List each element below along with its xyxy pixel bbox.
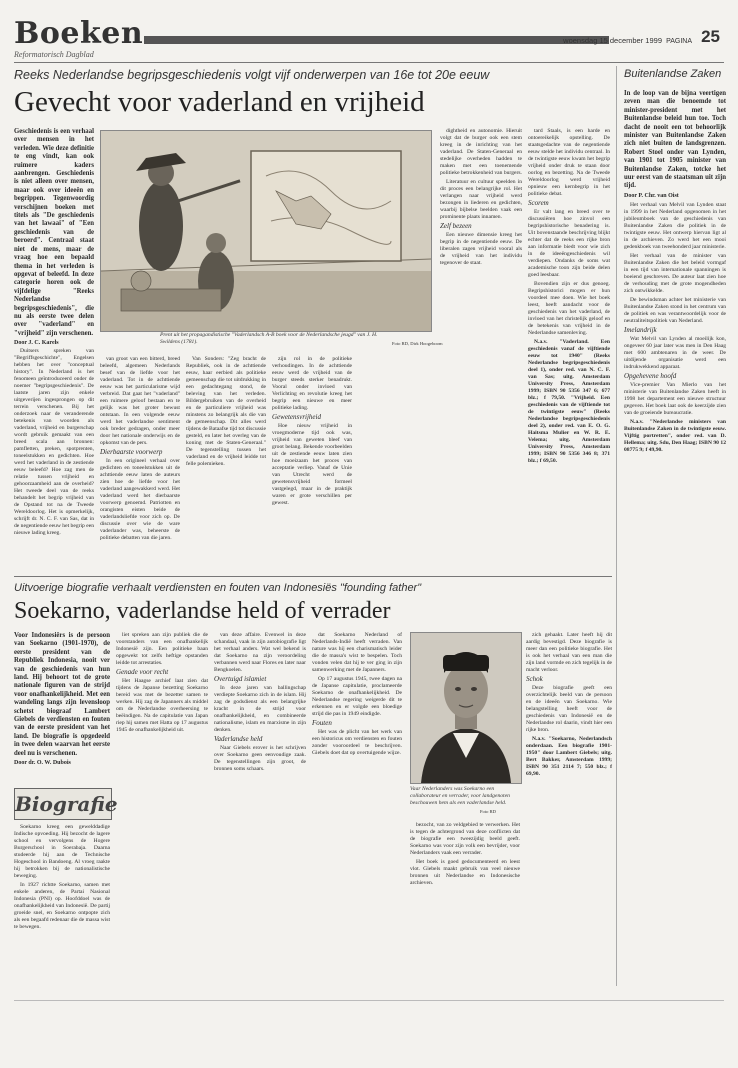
article1-byline: Door J. C. Karels bbox=[14, 340, 59, 347]
sidebar-divider bbox=[616, 66, 617, 986]
section-bar bbox=[144, 36, 609, 44]
article2-intro: Voor Indonesiërs is de persoon van Soekarno (1901-1970), de eerste president van de Republiek Indonesia, nooit ver van de geschiedenis van hun land. Hij behoort tot de grote nationale figuren van de strijd voor onafhankelijkheid. Met een wandeling langs zijn levensloop schetst biograaf Lambert Giebels de verdiensten en fouten van de eerste president van het land. De biografie is opgedeeld in twee delen waarvan het eerste deel nu is verschenen. bbox=[14, 632, 110, 757]
article1-col5c-text: Een nieuwe dimensie kreeg het begrip in de negentiende eeuw. De liberalen zagen vrijheid vooral als de vrijheid van het individu tegenover de staat. bbox=[440, 232, 522, 266]
article2-subhead-held: Vaderlandse held bbox=[214, 735, 263, 743]
page-bottom-rule bbox=[14, 1000, 724, 1001]
article1-subhead-geweten: Gewetensvrijheid bbox=[272, 413, 321, 421]
article2-photo-credit: Foto RD bbox=[480, 809, 496, 814]
article1-col5-text: dightheid en autonomie. Hieruit volgt dat de burger ook een stem kreeg in de inrichting van het vaderland. De Staten-Generaal en stedelijke overheden hadden te maken met een toenemende politieke betrokkenheid van burgers. bbox=[440, 128, 522, 176]
article2-col5b-text: Het boek is goed gedocumenteerd en leest vlot. Giebels maakt gebruik van veel nieuwe bronnen uit Nederlandse en Indonesische archieven. bbox=[410, 859, 520, 886]
article1-intro: Geschiedenis is een verhaal over mensen in het verleden. Wie deze definitie te eng vindt, kan ook ruimere kaders aanbrengen. Geschiedenis is niet alleen over mensen, maar ook over ideeën en begrippen. Tegenwoordig verschijnen boeken met titels als "De geschiedenis van het lawaai" of "Een geschiedenis van de beroerd". Centraal staat niet de mens, maar de vraag hoe een bepaald thema in het verleden is opgevat of beleefd. In deze categorie horen ook de vijfdelige "Reeks Nederlandse begripsgeschiedenis", die nu als eerste twee delen over "vaderland" en "vrijheid" zijn verschenen. bbox=[14, 128, 94, 337]
soekarno-portrait bbox=[410, 632, 522, 784]
sidebar-byline: Door P. Chr. van Oist bbox=[624, 192, 679, 199]
page-number: 25 bbox=[701, 27, 720, 46]
sidebar-body-5: Vice-premier Van Mierlo van het ministerie van Buitenlandse Zaken heeft in 1998 het departement een nieuwe structuur gegeven. Het boek laat ook de keerzijde zien van de groeiende bureaucratie. bbox=[624, 381, 726, 416]
article2-col6b-text: Deze biografie geeft een overzichtelijk beeld van de persoon en de ideeën van Soekarno. Wie belangstelling heeft voor de geschiedenis van Indonesië en de Nederlandse rol daarin, vindt hier een rijke bron. bbox=[526, 685, 612, 733]
sidebar-subhead-1: Imelandrijk bbox=[624, 325, 657, 334]
article2-subhead-islamiet: Overtuigd islamiet bbox=[214, 675, 267, 683]
article2-col1b-text: In 1927 richtte Soekarno, samen met enkele anderen, de Partai Nasional Indonesia (PNI) op. Hoofddoel was de onafhankelijkheid van Indonesië. De partij groeide snel, en Soekarno ontpopte zich als een begaafd redenaar die de massa wist te bewegen. bbox=[14, 882, 110, 930]
article1-col1-text: Duitsers spreken van "Begriffsgeschichte", Engelsen hebben het over "conceptual history". In Nederland is het fenomeen geïntroduceerd onder de noemer "begripsgeschiedenis". De laatste jaren zijn enkele uitgeverijen ingesprongen op dit terrein verschenen. Bij het onderzoek naar de veranderende betekenis van woorden als vaderland, vrijheid en burgerschap wordt gebruik gemaakt van een breed scala aan bronnen: pamfletten, preken, spotprenten, toneelstukken en gedichten. Hoe werd het vaderland in de zestiende eeuw beleefd? Hoe zag men de relatie tussen vrijheid en gehoorzaamheid aan de overheid? Het tweede deel van de reeks behandelt het begrip vrijheid van de Opstand tot na de Tweede Wereldoorlog. Het is opmerkelijk, schrijft dr. N. C. F. van Sas, dat in de negentiende eeuw het begrip een nieuwe lading kreeg. bbox=[14, 348, 94, 536]
sidebar-body-3: De bewindsman achter het ministerie van Buitenlandse Zaken stond in het centrum van de politiek en was verantwoordelijk voor de neutraliteitspolitiek van Nederland. bbox=[624, 296, 726, 324]
article2-column-3 bbox=[214, 632, 306, 994]
article2-col6-text: zich gehaakt. Later heeft hij dit aardig bevestigd. Deze biografie is meer dan een politieke biografie. Het is ook het verhaal van een man die zijn land vormde en zich tegelijk in de macht verloor. bbox=[526, 632, 612, 673]
article2-headline: Soekarno, vaderlandse held of verrader bbox=[14, 598, 391, 624]
article2-kicker: Uitvoerige biografie verhaalt verdiensten en fouten van Indonesiës "founding father" bbox=[14, 582, 422, 594]
sidebar-intro: In de loop van de bijna veertigen zeven man die benoemde tot minister-president met het Buitenlandse beleid hun toe. Toch dacht de nooit een tot behoorlijk minister van Buitenlandse Zaken zich niet buiten de landsgrenzen. Robert Stoel onder van Lynden, van 1901 tot 1905 minister van Buitenlandse Zaken, totcke het uur eerst van de staatsman uit zijn tijd. bbox=[624, 90, 726, 190]
sidebar-body-4: Wat Melvil van Lynden al moeilijk kon, ongeveer 60 jaar later was men in Den Haag met 600 ambtenaren in de weer. De uitdijende organisatie werd een indrukwekkend apparaat. bbox=[624, 335, 726, 370]
article-separator bbox=[14, 576, 612, 577]
masthead-rule bbox=[14, 62, 724, 63]
article2-col2b-text: Het Haagse archief laat zien dat tijdens de Japanse bezetting Soekarno bereid was met de bezetter samen te werken. Hij zag de Japanners als middel om de Nederlandse overheersing te beëindigen. Na de capitulatie van Japan riep hij samen met Hatta op 17 augustus 1945 de onafhankelijkheid uit. bbox=[116, 678, 208, 733]
article2-col3-text: van deze affaire. Evenwel in deze schandaal, vaak in zijn autobiografie ligt het verhaal anders. Wat wel bekend is dat Soekarno na zijn veroordeling verbannen werd naar Flores en later naar Bengkoelen. bbox=[214, 632, 306, 673]
paper-name: Reformatorisch Dagblad bbox=[14, 50, 94, 59]
article1-col3-text: Van Sonders: "Zeg bracht de Republiek, ook in de achttiende eeuw, haar eerbied als politieke gemeenschap die tot uitdrukking in een gedachtegang stond, de beleving van het verleden. Bildergebruiken van de overheid en de particuliere vrijheid was minstens zo belangrijk als die van de gemeenschap. Dit alles werd tijdens de Bataafse tijd tot discussie gesteld, en later het overleg van de koning met de Staten-Generaal." De tegenstelling tussen het vaderland en de vrijheid leidde tot felle polemieken. bbox=[186, 356, 267, 467]
article2-byline: Door dr. O. W. Dubois bbox=[14, 760, 71, 767]
portrait-photo bbox=[411, 633, 521, 783]
article1-book-details: N.a.v. "Vaderland. Een geschiedenis vanaf de vijftiende eeuw tot 1940" (Reeks Nederlandse begripsgeschiedenis deel 1), onder red. van N. C. F. van Sas; uitg. Amsterdam University Press, Amsterdam 1999; ISBN 90 5356 347 6; 677 blz.; f 79,50. "Vrijheid. Een geschiedenis van de vijftiende tot de twintigste eeuw" (Reeks Nederlandse begripsgeschiedenis deel 2), onder red. van E. O. G. Haitsma Mulier en W. R. E. Velema; uitg. Amsterdam University Press, Amsterdam 1999; ISBN 90 5356 346 8; 371 blz.; f 69,50. bbox=[528, 339, 610, 464]
sidebar-column bbox=[624, 90, 726, 990]
masthead bbox=[14, 14, 724, 58]
article1-subhead-scorem: Scorem bbox=[528, 199, 549, 207]
article2-column-5 bbox=[410, 822, 520, 994]
article1-col5-spacer bbox=[358, 128, 436, 350]
article1-caption: Prent uit het propagandistische "Vaderlandsch A-B boek voor de Nederlandsche jeugd" van J. H. Swildens (1781). bbox=[160, 332, 378, 345]
article1-column-4 bbox=[272, 356, 352, 570]
article1-intro-column bbox=[14, 128, 94, 347]
article2-column-6 bbox=[526, 632, 612, 994]
article1-column-1 bbox=[14, 348, 94, 570]
article1-col6-text: tard Staals, is een harde en ontoereikelijk opstelling. De staatsgedachte van de negentiende eeuw stelde het individu centraal. In de twintigste eeuw kwam het begrip vrijheid onder druk te staan door oorlog en bezetting. Na de Tweede Wereldoorlog werd vrijheid opnieuw een kernbegrip in het politieke debat. bbox=[528, 128, 610, 197]
article1-column-2 bbox=[100, 356, 180, 570]
article1-column-7 bbox=[528, 128, 610, 570]
section-title: Boeken bbox=[14, 16, 144, 51]
article1-col2b-text: In een origineel verhaal over gedichten en toneelstukken uit de achttiende eeuw laten de auteurs zien hoe de liefde voor het vaderland aangewakkerd werd. Het vaderland werd het dierbaarste voorwerp genoemd. Patriotten en orangisten eisten beide de vaderlandsliefde voor zich op. De discussie over wie de ware vaderlander was, beheerste de politieke debatten van die jaren. bbox=[100, 458, 180, 541]
sidebar-subhead-2: Opgehevene hoofd bbox=[624, 371, 677, 380]
sidebar-book-details: N.a.v. "Nederlandse ministers van Buitenlandse Zaken in de twintigste eeuw. Vijftig portretten", onder red. van D. Hellema; uitg. Sdu, Den Haag; ISBN 90 12 08775 9; f 49,90. bbox=[624, 418, 726, 453]
sidebar-body-1: Het verhaal van Melvil van Lynden staat in 1999 in het Nederland opgenomen in het jubileumboek van de geschiedenis van Buitenlandse Zaken die politiek in de twintigste eeuw. Het ontwerp hiervan ligt al in de archieven. Zo werd het een mooi gedenkboek van tweehonderd jaar ministerie. bbox=[624, 201, 726, 250]
article1-headline: Gevecht voor vaderland en vrijheid bbox=[14, 86, 425, 118]
article2-column-1 bbox=[14, 824, 110, 994]
article2-col4b-text: Op 17 augustus 1945, twee dagen na de Japanse capitulatie, proclameerde Soekarno de onafhankelijkheid. De Nederlandse regering weigerde dit te erkennen en er volgde een bloedige strijd die pas in 1949 eindigde. bbox=[312, 676, 402, 717]
article2-column-4 bbox=[312, 632, 402, 994]
article2-col2-text: liet spreken aan zijn publiek die de voorstanders van een onafhankelijk Indonesië zijn. Een politieke baan opgewekt tot zelfs heftige opstanden leidde tot arrestaties. bbox=[116, 632, 208, 666]
article1-col4-text: zijn rol in de politieke verhoudingen. In de achttiende eeuw werd de vrijheid van de burger steeds sterker benadrukt. Vooral onder invloed van Verlichting en revolutie kreeg het begrip een nieuwe en meer politieke lading. bbox=[272, 356, 352, 411]
sidebar-body-2: Het verhaal van de minister van Buitenlandse Zaken die het beleid vormgaf in een tijd van internationale spanningen is boeiend geschreven. De auteur laat zien hoe de verhouding met de grote mogendheden zich ontwikkelde. bbox=[624, 252, 726, 294]
article1-column-5 bbox=[358, 128, 436, 570]
article2-col3c-text: Naar Giebels erover is het schrijven over Soekarno geen eenvoudige zaak. De tegenstellingen zijn groot, de bronnen soms schaars. bbox=[214, 745, 306, 772]
article2-col1-text: Soekarno kreeg een gewelddadige Indische opvoeding. Hij bezocht de lagere school en vervolgens de Hogere Burgerschool in Soerabaja. Daarna studeerde hij aan de Technische Hogeschool in Bandoeng. Al vroeg raakte hij betrokken bij de nationalistische beweging. bbox=[14, 824, 110, 879]
article2-subhead-genade: Genade voor recht bbox=[116, 668, 169, 676]
article2-col4-text: dat Soekarno Nederland of Nederlands-Indië heeft verraden. Van nature was hij een charismatisch leider die de massa's wist te bespelen. Toch vonden velen dat hij te ver ging in zijn samenwerking met de Japanners. bbox=[312, 632, 402, 673]
article2-book-details: N.a.v. "Soekarno, Nederlandsch onderdaan. Een biografie 1901-1950" door Lambert Giebels; uitg. Bert Bakker, Amsterdam 1999; ISBN 90 351 2114 7; 550 blz.; f 69,90. bbox=[526, 736, 612, 777]
article2-subhead-fouten: Fouten bbox=[312, 719, 332, 727]
article1-column-6 bbox=[440, 128, 522, 570]
article2-column-2 bbox=[116, 632, 208, 994]
article1-column-3 bbox=[186, 356, 266, 570]
article1-col5b-text: Literatuur en cultuur speelden in dit proces een belangrijke rol. Het verlangen naar vrijheid werd bezongen in liederen en gedichten, waarbij bijbelse beelden vaak een prominente plaats innamen. bbox=[440, 179, 522, 220]
article2-subhead-schok: Schok bbox=[526, 675, 543, 683]
article2-col4c-text: Het was de plicht van het werk van een historicus om verdiensten en fouten zonder vooroordeel te beschrijven. Giebels doet dat op overtuigende wijze. bbox=[312, 729, 402, 756]
article1-photo-credit: Foto RD, Dirk Hoogeboom bbox=[392, 341, 443, 346]
biografie-logo: Biografie bbox=[14, 788, 112, 820]
article1-col6b-text: Er valt lang en breed over te discussiëren hoe zinvol een begripshistorische benadering is. Uit bovenstaande beschrijving blijkt echter dat de reeks een rijke bron aan informatie biedt voor wie zich in de ideeëngeschiedenis wil verdiepen. Ondanks de soms wat academische toon zijn beide delen goed leesbaar. bbox=[528, 209, 610, 278]
article1-kicker: Reeks Nederlandse begripsgeschiedenis volgt vijf onderwerpen van 16e tot 20e eeuw bbox=[14, 68, 490, 82]
article1-col6c-text: Bovendien zijn er dus genoeg. Begripshistorici mogen er hun voordeel mee doen. Wie het boek leest, heeft aandacht voor de geschiedenis van het vaderland, de invloed van het christelijk geloof en de betekenis van vrijheid in de Nederlandse samenleving. bbox=[528, 281, 610, 336]
article2-col3b-text: In deze jaren van ballingschap verdiepte Soekarno zich in de islam. Hij zag de godsdienst als een belangrijke kracht in de strijd voor onafhankelijkheid, en combineerde nationalisme, islam en marxisme in zijn denken. bbox=[214, 685, 306, 733]
article2-caption: Vaar Nederlanders was Soekarno een collaborateur en verrader, voor landgenoten beschouwen hem als een vaderlandse held. bbox=[410, 786, 510, 806]
article1-subhead-zelf: Zelf bezeen bbox=[440, 222, 472, 230]
article1-col2-text: van groot van een bitterd, breed beleefd, algemeen Nederlands besef van de liefde voor het vaderland. Tot in de achttiende eeuw was het particularisme wijd verbreid. Dat gaat het "vaderland" een ruimere geloof bestaan en te gelijk was het groter bewust ontstaan. In een volgende eeuw werd het vaderlandse sentiment ook breder gedragen, onder meer door het nationale onderwijs en de opkomst van de pers. bbox=[100, 356, 180, 446]
article1-subhead-dierbaarste: Dierbaarste voorwerp bbox=[100, 448, 163, 456]
article1-col4b-text: Hoe nieuw vrijheid in vroegmoderne tijd ook was, vrijheid van geweten bleef van groot belang. Bekende voorbeelden uit de zestiende eeuw laten zien hoe moeizaam het proces van acceptatie verliep. Vanaf de Unie van Utrecht werd de gewetensvrijheid formeel vastgelegd, maar in de praktijk waren er grote verschillen per gewest. bbox=[272, 423, 352, 506]
article2-intro-column bbox=[14, 632, 110, 782]
issue-date: woensdag 15 december 1999 bbox=[563, 36, 662, 45]
page-label: PAGINA bbox=[666, 38, 692, 45]
sidebar-title: Buitenlandse Zaken bbox=[624, 68, 722, 80]
article2-col5-text: bezocht, van zo veldgebied te verwerken. Het is tegen de achtergrond van deze conflicten dat de biografie een tweezijdig beeld geeft. Soekarno was voor zijn volk een bevrijder, voor Nederlanders vaak een verrader. bbox=[410, 822, 520, 856]
